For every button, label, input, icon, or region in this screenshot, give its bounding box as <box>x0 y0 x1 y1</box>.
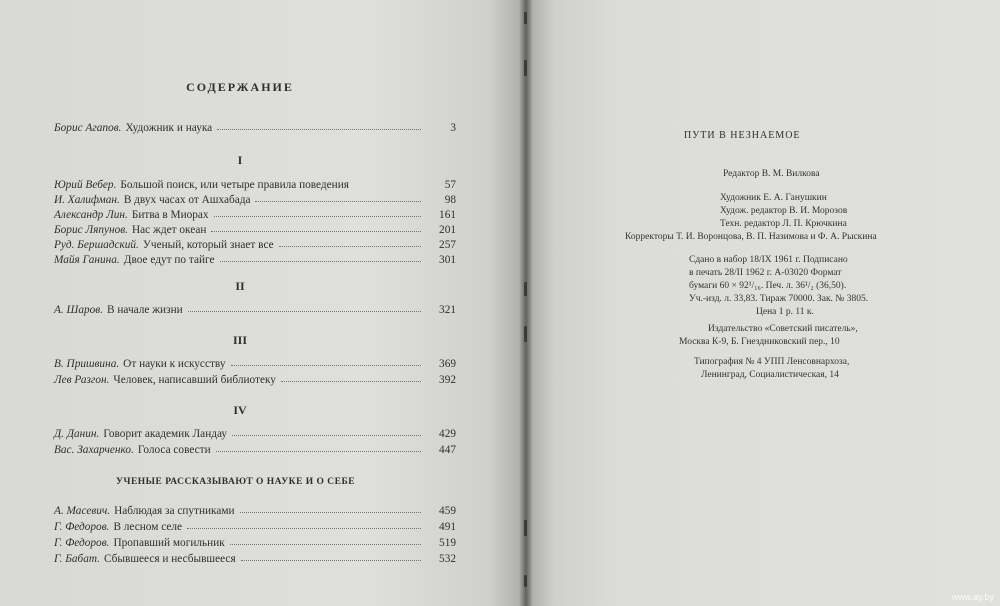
dot-leader <box>216 450 421 452</box>
toc-page-number: 392 <box>439 374 456 386</box>
toc-entry <box>54 553 456 567</box>
scientists-heading: УЧЕНЫЕ РАССКАЗЫВАЮТ О НАУКЕ И О СЕБЕ <box>116 477 356 487</box>
imprint-publisher: Издательство «Советский писатель», <box>708 324 858 334</box>
imprint-print-line: Сдано в набор 18/IX 1961 г. Подписано <box>689 255 848 265</box>
toc-entry <box>54 444 456 458</box>
dot-leader <box>240 511 421 513</box>
toc-entry <box>54 254 456 268</box>
dot-leader <box>217 128 421 130</box>
binding-stitch <box>524 282 527 296</box>
toc-entry <box>54 122 456 136</box>
toc-title: Пропавший могильник <box>113 537 225 549</box>
binding-stitch <box>524 520 527 536</box>
toc-title: Нас ждет океан <box>132 224 207 236</box>
toc-author: Д. Данин. <box>54 428 100 440</box>
imprint-print-line: Уч.-изд. л. 33,83. Тираж 70000. Зак. № 3805. <box>689 294 869 304</box>
toc-author: А. Шаров. <box>54 304 104 316</box>
imprint-tech-editor: Техн. редактор Л. П. Крючкина <box>720 219 847 229</box>
toc-author: Вас. Захарченко. <box>54 444 134 456</box>
dot-leader <box>220 260 421 262</box>
dot-leader <box>232 434 421 436</box>
toc-page-number: 3 <box>450 122 456 134</box>
toc-page-number: 459 <box>439 505 456 517</box>
toc-author: И. Халифман. <box>54 194 120 206</box>
toc-entry <box>54 209 456 223</box>
toc-page-number: 301 <box>439 254 456 266</box>
toc-page-number: 491 <box>439 521 456 533</box>
toc-entry <box>54 224 456 238</box>
dot-leader <box>279 245 421 247</box>
toc-page-number: 369 <box>439 358 456 370</box>
imprint-publisher-address: Москва К-9, Б. Гнездниковский пер., 10 <box>679 337 840 347</box>
toc-entry <box>54 358 456 372</box>
toc-title: Битва в Миорах <box>131 209 209 221</box>
toc-page-number: 429 <box>439 428 456 440</box>
toc-title: От науки к искусству <box>123 358 226 370</box>
dot-leader <box>241 559 421 561</box>
toc-author: Борис Ляпунов. <box>54 224 128 236</box>
toc-author: Г. Бабат. <box>54 553 100 565</box>
toc-author: Юрий Вебер. <box>54 179 117 191</box>
toc-entry <box>54 521 456 535</box>
imprint-print-line: бумаги 60 × 92¹/₁₆. Печ. л. 36¹/₂ (36,50). <box>689 281 847 291</box>
dot-leader <box>354 186 421 187</box>
toc-entry <box>54 239 456 253</box>
toc-title: В начале жизни <box>107 304 183 316</box>
toc-page-number: 532 <box>439 553 456 565</box>
dot-leader <box>214 215 421 217</box>
contents-heading: СОДЕРЖАНИЕ <box>186 80 294 94</box>
imprint-printer: Типография № 4 УПП Ленсовнархоза, <box>694 357 850 367</box>
book-gutter <box>519 0 533 606</box>
toc-author: Александр Лин. <box>54 209 128 221</box>
toc-page-number: 519 <box>439 537 456 549</box>
toc-page-number: 201 <box>439 224 456 236</box>
toc-page-number: 98 <box>444 194 456 206</box>
dot-leader <box>281 380 421 382</box>
dot-leader <box>188 310 421 312</box>
dot-leader <box>230 543 421 545</box>
toc-title: Голоса совести <box>137 444 211 456</box>
imprint-price: Цена 1 р. 11 к. <box>756 307 814 317</box>
imprint-artist: Художник Е. А. Ганушкин <box>720 193 827 203</box>
toc-entry <box>54 179 456 193</box>
toc-entry <box>54 304 456 318</box>
toc-author: Лев Разгон. <box>54 374 110 386</box>
imprint-print-line: в печать 28/II 1962 г. А-03020 Формат <box>689 268 842 278</box>
watermark: www.ay.by <box>951 592 994 602</box>
toc-title: Двое едут по тайге <box>123 254 215 266</box>
dot-leader <box>255 200 421 202</box>
toc-entry <box>54 505 456 519</box>
dot-leader <box>231 364 422 366</box>
toc-page-number: 161 <box>439 209 456 221</box>
toc-page-number: 447 <box>439 444 456 456</box>
right-page <box>526 0 1000 606</box>
toc-title: Ученый, который знает все <box>142 239 274 251</box>
toc-entry <box>54 374 456 388</box>
toc-author: Г. Федоров. <box>54 537 110 549</box>
section-heading: II <box>235 279 245 293</box>
toc-author: В. Пришвина. <box>54 358 120 370</box>
imprint-editor: Редактор В. М. Вилкова <box>723 169 820 179</box>
imprint-title: ПУТИ В НЕЗНАЕМОЕ <box>684 130 801 141</box>
toc-entry <box>54 537 456 551</box>
toc-title: Художник и наука <box>125 122 213 134</box>
toc-title: В двух часах от Ашхабада <box>123 194 251 206</box>
toc-entry <box>54 428 456 442</box>
imprint-printer-address: Ленинград, Социалистическая, 14 <box>701 370 839 380</box>
section-heading: IV <box>233 403 247 417</box>
toc-title: В лесном селе <box>113 521 183 533</box>
toc-title: Человек, написавший библиотеку <box>113 374 276 386</box>
toc-page-number: 321 <box>439 304 456 316</box>
dot-leader <box>187 527 421 529</box>
imprint-proofreaders: Корректоры Т. И. Воронцова, В. П. Назимова и Ф. А. Рыскина <box>625 232 877 242</box>
toc-page-number: 257 <box>439 239 456 251</box>
toc-entry <box>54 194 456 208</box>
section-heading: I <box>237 153 243 167</box>
binding-stitch <box>524 326 527 342</box>
section-heading: III <box>232 333 247 347</box>
toc-title: Говорит академик Ландау <box>103 428 228 440</box>
binding-stitch <box>524 12 527 24</box>
toc-title: Наблюдая за спутниками <box>114 505 235 517</box>
binding-stitch <box>524 575 527 587</box>
toc-title: Большой поиск, или четыре правила поведения <box>120 179 349 191</box>
dot-leader <box>211 230 421 232</box>
toc-author: Г. Федоров. <box>54 521 110 533</box>
toc-author: Руд. Бершадский. <box>54 239 139 251</box>
toc-author: А. Масевич. <box>54 505 111 517</box>
toc-author: Борис Агапов. <box>54 122 122 134</box>
toc-title: Сбывшееся и несбывшееся <box>104 553 236 565</box>
binding-stitch <box>524 60 527 76</box>
toc-page-number: 57 <box>444 179 456 191</box>
toc-author: Майя Ганина. <box>54 254 120 266</box>
imprint-art-editor: Худож. редактор В. И. Морозов <box>720 206 848 216</box>
